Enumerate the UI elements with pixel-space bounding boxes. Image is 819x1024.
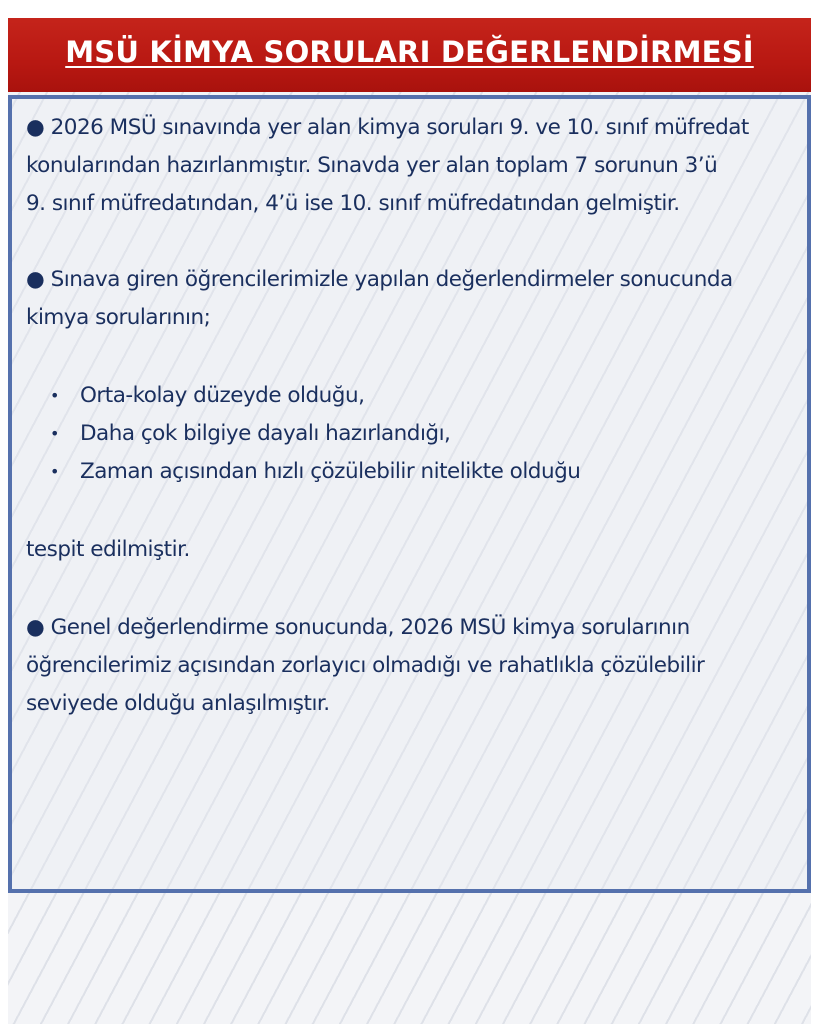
paragraph-line: seviyede olduğu anlaşılmıştır. — [26, 691, 330, 716]
bullet-icon: • — [50, 462, 59, 481]
list-item — [26, 415, 806, 453]
page-title: MSÜ KİMYA SORULARI DEĞERLENDİRMESİ — [65, 35, 754, 69]
left-margin — [0, 0, 8, 1024]
list-item-text: Orta-kolay düzeyde olduğu, — [80, 383, 365, 408]
list-item — [26, 377, 806, 415]
bullet-icon: • — [50, 424, 59, 443]
paragraph-line: ● Genel değerlendirme sonucunda, 2026 MSÜ kimya sorularının — [26, 615, 690, 640]
content-panel — [8, 95, 811, 893]
list-item — [26, 453, 806, 491]
paragraph-line: öğrencilerimiz açısından zorlayıcı olmadığı ve rahatlıkla çözülebilir — [26, 653, 705, 678]
top-margin — [0, 0, 819, 18]
paragraph-line: ● Sınava giren öğrencilerimizle yapılan değerlendirmeler sonucunda — [26, 267, 733, 292]
paragraph-line: kimya sorularının; — [26, 305, 211, 330]
header-banner — [8, 18, 811, 92]
paragraph-line: 9. sınıf müfredatından, 4’ü ise 10. sınıf müfredatından gelmiştir. — [26, 191, 680, 216]
right-margin — [811, 0, 819, 1024]
content-body — [26, 109, 806, 723]
paragraph-line: ● 2026 MSÜ sınavında yer alan kimya soruları 9. ve 10. sınıf müfredat — [26, 115, 749, 140]
findings-list — [26, 377, 806, 491]
paragraph-evaluation — [26, 261, 806, 337]
list-item-text: Daha çok bilgiye dayalı hazırlandığı, — [80, 421, 451, 446]
paragraph-conclusion-line: tespit edilmiştir. — [26, 537, 190, 562]
bullet-icon: • — [50, 386, 59, 405]
paragraph-curriculum — [26, 109, 806, 223]
paragraph-general — [26, 609, 806, 723]
paragraph-line: konularından hazırlanmıştır. Sınavda yer alan toplam 7 sorunun 3’ü — [26, 153, 718, 178]
list-item-text: Zaman açısından hızlı çözülebilir nitelikte olduğu — [80, 459, 581, 484]
